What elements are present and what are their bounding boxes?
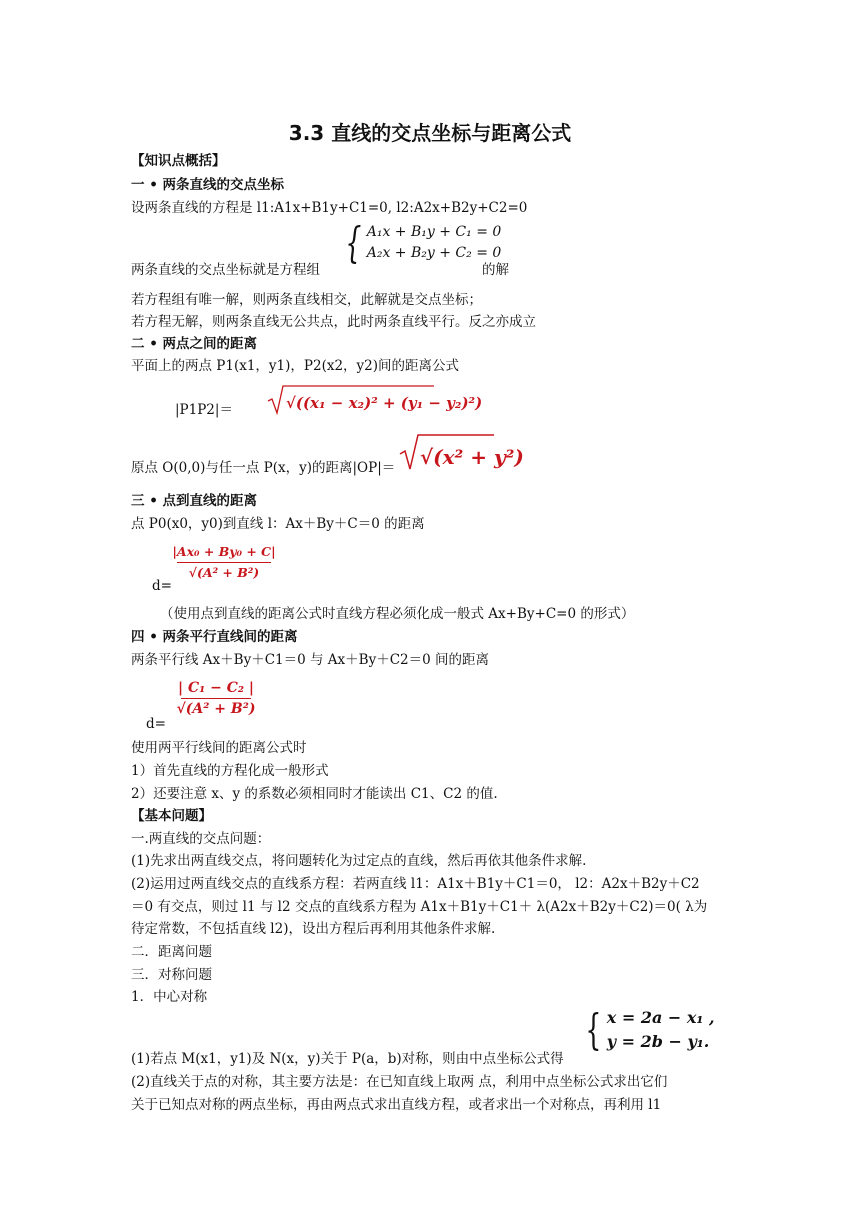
formula-radicand: √(x² + y²) xyxy=(420,445,524,469)
text-line: 若方程无解，则两条直线无公共点，此时两条直线平行。反之亦成立 xyxy=(131,314,536,330)
text-line: ＝0 有交点，则过 l1 与 l2 交点的直线系方程为 A1x＋B1y＋C1＋ λ(A2x＋B2y＋C2)＝0( λ为 xyxy=(131,899,708,915)
system-equation-2: A₂x + B₂y + C₂ = 0 xyxy=(366,245,502,261)
section-header-summary: 【知识点概括】 xyxy=(131,153,226,169)
text-line: 平面上的两点 P1(x1，y1)，P2(x2，y2)间的距离公式 xyxy=(131,358,460,374)
fraction-denominator: √(A² + B²) xyxy=(188,565,260,580)
text-line: 1．中心对称 xyxy=(131,989,208,1005)
text-line: |P1P2|＝ xyxy=(175,402,233,418)
text-line: 两条平行线 Ax＋By＋C1＝0 与 Ax＋By＋C2＝0 间的距离 xyxy=(131,652,489,668)
section-heading-1: 一 • 两条直线的交点坐标 xyxy=(131,177,285,193)
section-header-basics: 【基本问题】 xyxy=(131,808,212,824)
equation-system xyxy=(340,218,502,267)
page-title: 3.3 直线的交点坐标与距离公式 xyxy=(288,121,572,145)
text-line: 的解 xyxy=(482,262,509,278)
system-equation-1: x = 2a − x₁ , xyxy=(606,1008,715,1027)
text-line: 若方程组有唯一解，则两条直线相交，此解就是交点坐标； xyxy=(131,292,482,308)
text-line: 三．对称问题 xyxy=(131,967,212,983)
section-heading-2: 二 • 两点之间的距离 xyxy=(131,336,258,352)
text-line: 原点 O(0,0)与任一点 P(x，y)的距离|OP|＝ xyxy=(131,460,396,476)
section-heading-4: 四 • 两条平行直线间的距离 xyxy=(131,629,298,645)
text-line: 1）首先直线的方程化成一般形式 xyxy=(131,763,329,779)
text-line: 待定常数，不包括直线 l2)，设出方程后再利用其他条件求解. xyxy=(131,921,496,937)
system-equation-1: A₁x + B₁y + C₁ = 0 xyxy=(366,224,502,240)
section-heading-3: 三 • 点到直线的距离 xyxy=(131,493,258,509)
text-line: 2）还要注意 x、y 的系数必须相同时才能读出 C1、C2 的值. xyxy=(131,786,498,802)
fraction-bar xyxy=(177,562,271,563)
brace-icon: { xyxy=(345,218,362,267)
formula-origin-distance xyxy=(398,432,524,472)
formula-parallel-distance xyxy=(176,680,256,717)
symmetry-equation-system xyxy=(580,1006,715,1054)
text-line: 使用两平行线间的距离公式时 xyxy=(131,740,307,756)
text-line: 二．距离问题 xyxy=(131,944,212,960)
text-line: 点 P0(x0，y0)到直线 l：Ax＋By＋C＝0 的距离 xyxy=(131,516,425,532)
system-equation-2: y = 2b − y₁. xyxy=(606,1032,710,1051)
text-line: d= xyxy=(146,716,166,732)
fraction-numerator: | C₁ − C₂ | xyxy=(178,680,254,696)
text-line: （使用点到直线的距离公式时直线方程必须化成一般式 Ax+By+C=0 的形式） xyxy=(160,606,635,622)
text-line: (1)先求出两直线交点，将问题转化为过定点的直线，然后再依其他条件求解. xyxy=(131,853,587,869)
fraction-denominator: √(A² + B²) xyxy=(176,701,256,717)
brace-icon: { xyxy=(585,1005,602,1054)
text-line: (2)直线关于点的对称，其主要方法是：在已知直线上取两 点，利用中点坐标公式求出它们 xyxy=(131,1074,668,1090)
text-line: d= xyxy=(152,578,172,594)
formula-radicand: √((x₁ − x₂)² + (y₁ − y₂)²) xyxy=(286,394,483,412)
fraction-bar xyxy=(181,698,251,699)
text-line: (1)若点 M(x1，y1)及 N(x，y)关于 P(a，b)对称，则由中点坐标公式得 xyxy=(131,1051,564,1067)
text-line: 一.两直线的交点问题： xyxy=(131,831,271,847)
text-line: 关于已知点对称的两点坐标，再由两点式求出直线方程，或者求出一个对称点，再利用 l1 xyxy=(131,1097,662,1113)
formula-point-line-distance xyxy=(172,544,276,581)
text-line: 设两条直线的方程是 l1:A1x+B1y+C1=0, l2:A2x+B2y+C2=0 xyxy=(131,200,528,216)
fraction-numerator: |Ax₀ + By₀ + C| xyxy=(172,544,276,559)
text-line: (2)运用过两直线交点的直线系方程：若两直线 l1：A1x＋B1y＋C1＝0， l2：A2x＋B2y＋C2 xyxy=(131,876,700,892)
text-line: 两条直线的交点坐标就是方程组 xyxy=(131,262,320,278)
formula-two-point-distance xyxy=(266,383,483,417)
